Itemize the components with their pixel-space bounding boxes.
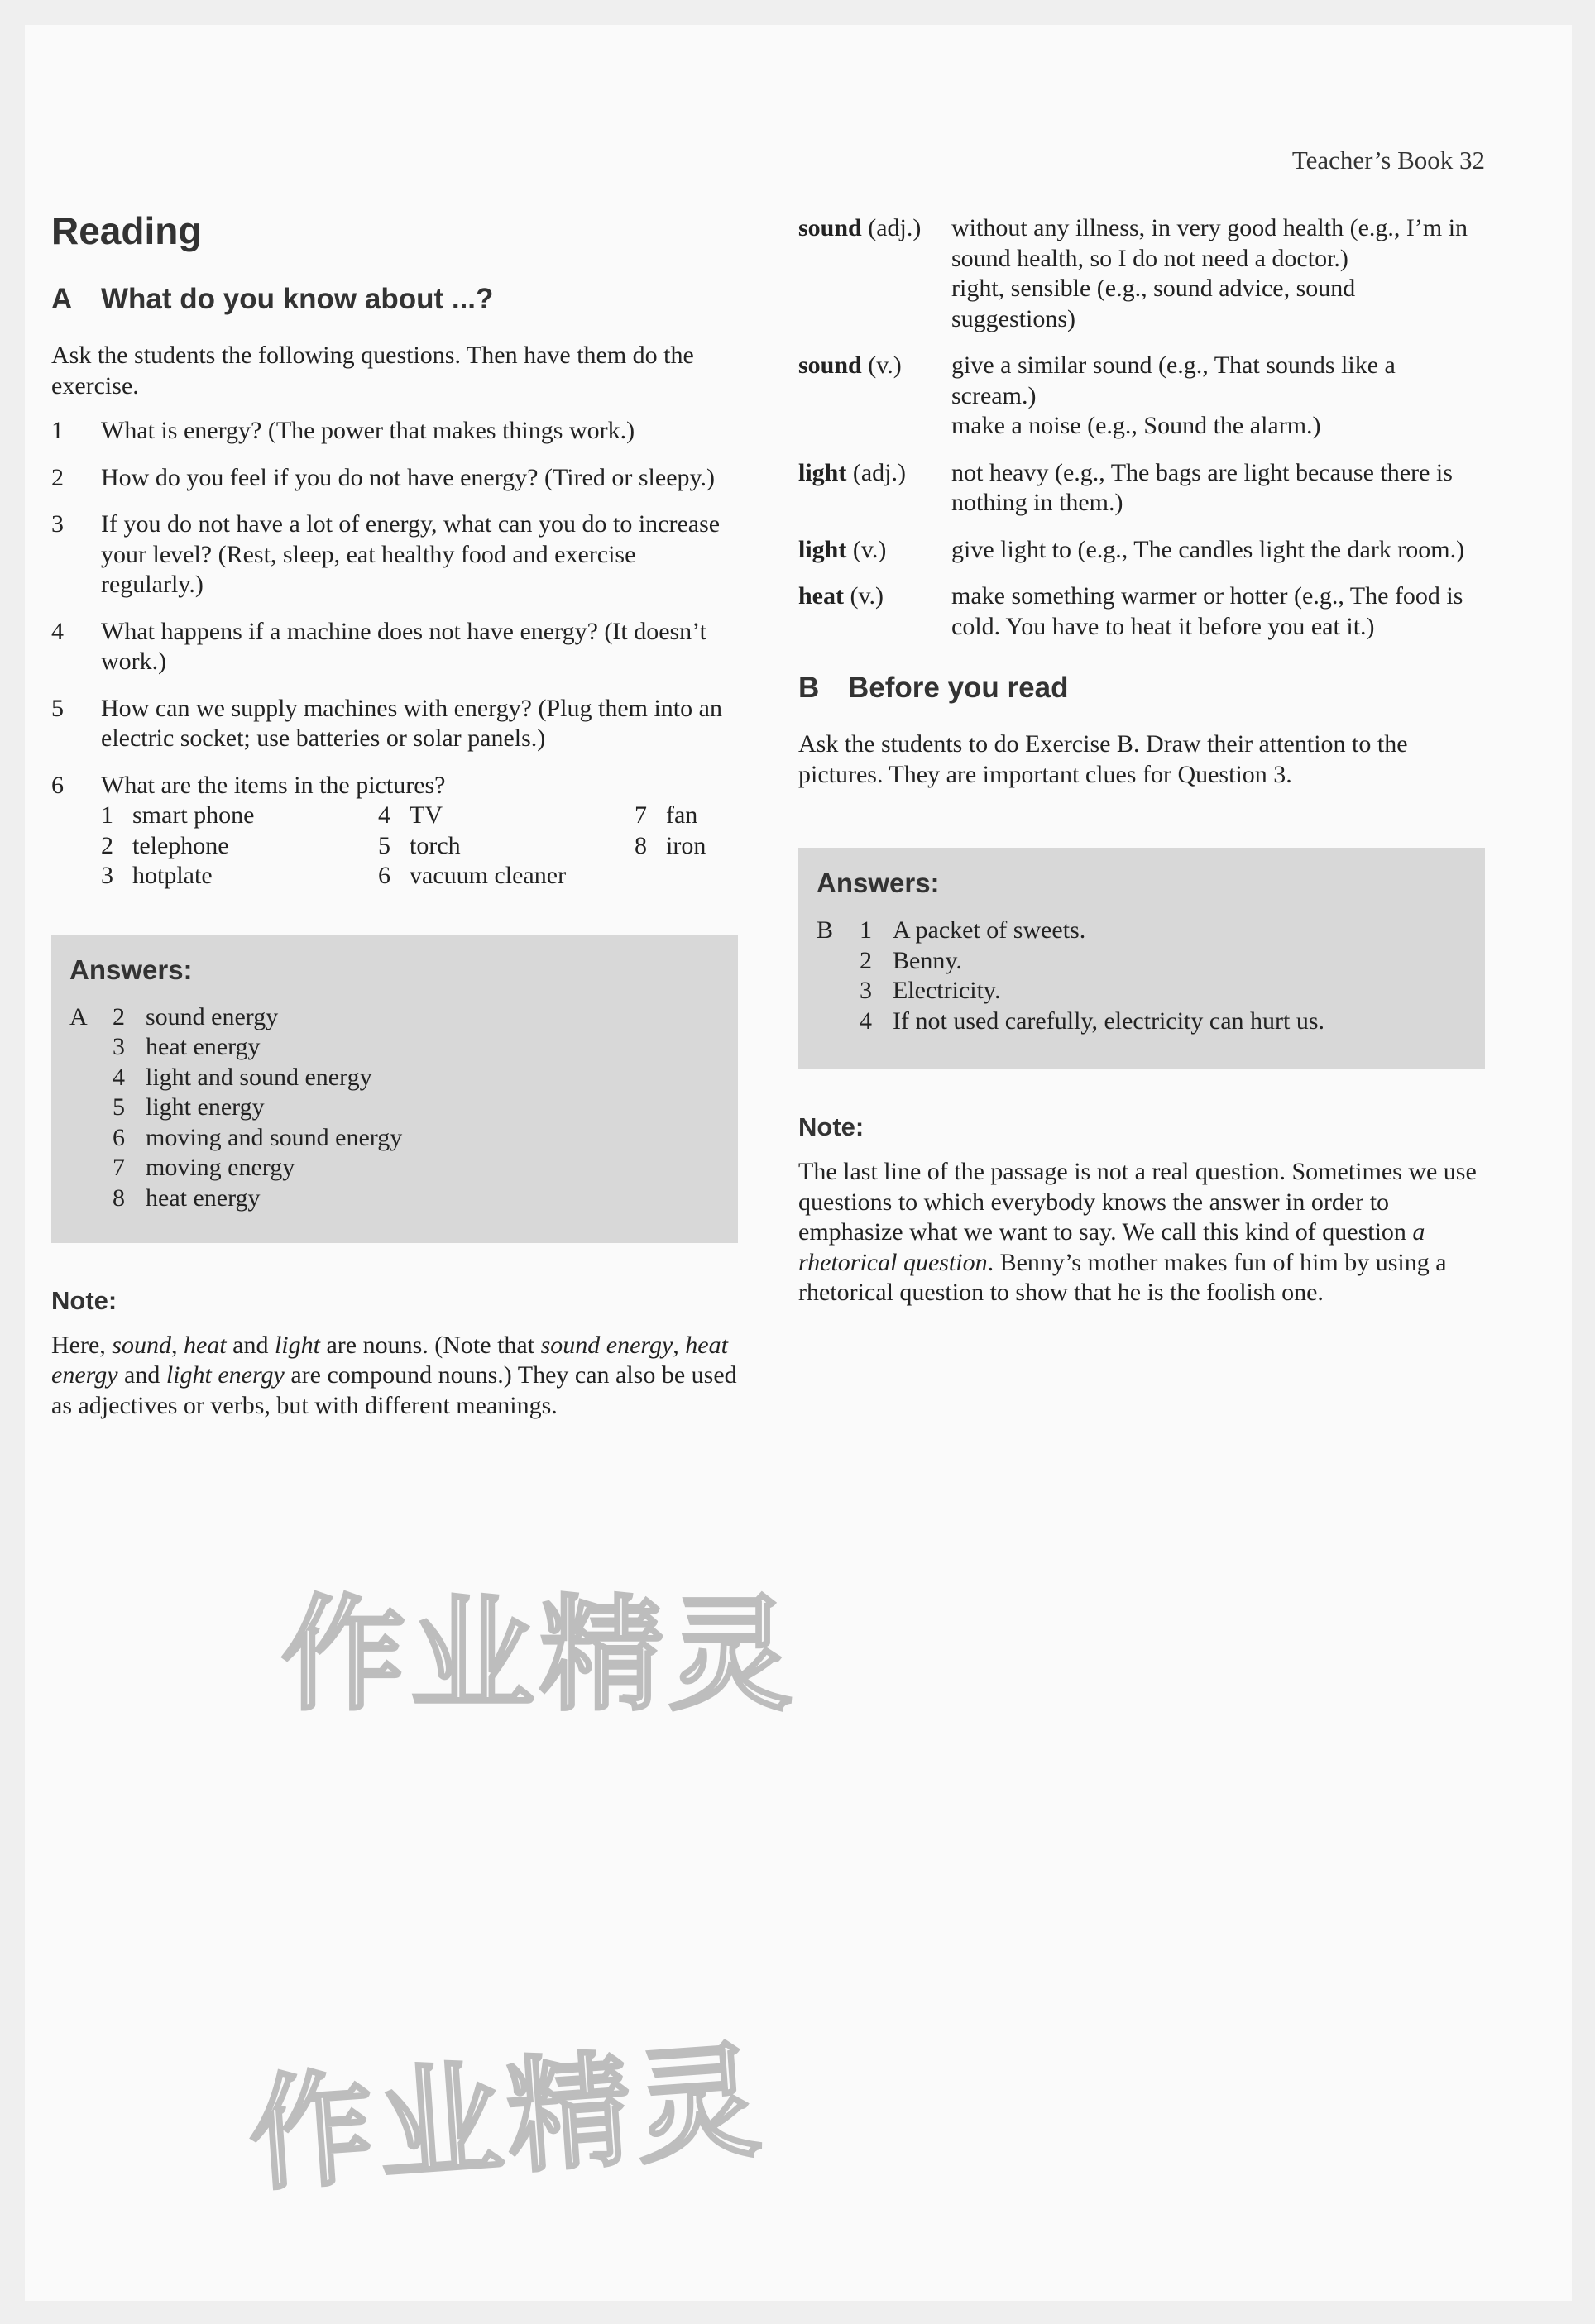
section-a-intro: Ask the students the following questions. Then have them do the exercise. bbox=[51, 342, 694, 399]
answers-title: Answers: bbox=[817, 868, 940, 898]
vocab-entry bbox=[798, 351, 1485, 442]
question-text: What are the items in the pictures? bbox=[101, 771, 446, 799]
vocab-entry bbox=[798, 458, 1485, 519]
vocab-term: light (adj.) bbox=[798, 458, 906, 486]
question-number: 1 bbox=[51, 417, 64, 444]
answer-row: 3 Electricity. bbox=[860, 977, 1001, 1004]
answer-row: 2 Benny. bbox=[860, 946, 962, 974]
answers-box-a bbox=[51, 935, 738, 1243]
question-item bbox=[51, 416, 738, 447]
vocab-definition: make something warmer or hotter (e.g., The food is cold. You have to heat it before you eat it.) bbox=[951, 582, 1463, 640]
answer-section: A bbox=[69, 1002, 88, 1030]
note-title: Note: bbox=[51, 1285, 117, 1315]
picture-item: 5 torch bbox=[378, 831, 461, 859]
question-list bbox=[51, 416, 738, 801]
question-item bbox=[51, 509, 738, 600]
watermark: 作业精灵 bbox=[281, 1584, 798, 1728]
answer-row: 3 heat energy bbox=[113, 1033, 261, 1060]
note-text: Here, sound, heat and light are nouns. (Note that sound energy, heat energy and light energy are compound nouns.) They can also be used as adjectives or verbs, but with different meanings. bbox=[51, 1331, 737, 1419]
vocab-entry bbox=[798, 213, 1485, 334]
vocab-definition: without any illness, in very good health (e.g., I’m in sound health, so I do not need a doctor.) right, sensible (e.g., sound advice, sound suggestions) bbox=[951, 214, 1468, 332]
picture-item: 2 telephone bbox=[101, 831, 229, 859]
vocab-definition: give a similar sound (e.g., That sounds like a scream.) make a noise (e.g., Sound the alarm.) bbox=[951, 351, 1396, 439]
answers-box-b bbox=[798, 848, 1485, 1069]
note-right bbox=[798, 1112, 1485, 1308]
question-item bbox=[51, 694, 738, 754]
picture-item: 3 hotplate bbox=[101, 862, 213, 889]
picture-item: 6 vacuum cleaner bbox=[378, 862, 567, 889]
section-title: Before you read bbox=[848, 672, 1069, 704]
answer-row: 5 light energy bbox=[113, 1093, 265, 1121]
note-title: Note: bbox=[798, 1112, 865, 1141]
picture-items-grid bbox=[101, 801, 738, 892]
vocab-term: heat (v.) bbox=[798, 582, 884, 610]
answer-row: 8 heat energy bbox=[113, 1184, 261, 1212]
vocab-definition: give light to (e.g., The candles light the dark room.) bbox=[951, 535, 1465, 563]
picture-item: 4 TV bbox=[378, 801, 443, 829]
note-left bbox=[51, 1286, 738, 1422]
page-header: Teacher’s Book 32 bbox=[1291, 146, 1485, 175]
question-number: 6 bbox=[51, 771, 64, 799]
answer-row: 4 light and sound energy bbox=[113, 1063, 372, 1091]
answer-row: B 1 A packet of sweets. bbox=[817, 916, 1467, 946]
vocab-entry bbox=[798, 581, 1485, 642]
picture-item bbox=[635, 861, 734, 892]
vocab-term: sound (v.) bbox=[798, 351, 902, 379]
picture-item: 7 fan bbox=[635, 801, 698, 829]
left-column bbox=[51, 208, 738, 1421]
section-letter: B bbox=[798, 672, 820, 704]
question-text: What is energy? (The power that makes things work.) bbox=[101, 417, 635, 444]
question-text: How can we supply machines with energy? (Plug them into an electric socket; use batteries or solar panels.) bbox=[101, 694, 722, 752]
question-item bbox=[51, 771, 738, 801]
question-number: 3 bbox=[51, 510, 64, 538]
question-text: How do you feel if you do not have energy? (Tired or sleepy.) bbox=[101, 463, 716, 491]
section-title: What do you know about ...? bbox=[101, 283, 494, 315]
answer-row: 4 If not used carefully, electricity can hurt us. bbox=[860, 1007, 1325, 1035]
question-number: 4 bbox=[51, 617, 64, 645]
watermark: 作业精灵 bbox=[244, 2029, 770, 2209]
vocab-list bbox=[798, 213, 1485, 642]
question-text: If you do not have a lot of energy, what can you do to increase your level? (Rest, sleep, eat healthy food and exercise regularly.) bbox=[101, 510, 721, 598]
section-b-intro: Ask the students to do Exercise B. Draw their attention to the pictures. They are important clues for Question 3. bbox=[798, 730, 1408, 788]
question-item bbox=[51, 463, 738, 494]
vocab-entry bbox=[798, 535, 1485, 566]
vocab-definition: not heavy (e.g., The bags are light because there is nothing in them.) bbox=[951, 458, 1453, 516]
section-b-heading bbox=[798, 672, 1485, 705]
picture-item: 1 smart phone bbox=[101, 801, 255, 829]
question-number: 2 bbox=[51, 463, 64, 491]
question-item bbox=[51, 617, 738, 677]
answer-row: 7 moving energy bbox=[113, 1154, 295, 1181]
question-text: What happens if a machine does not have energy? (It doesn’t work.) bbox=[101, 617, 706, 675]
answer-row: A 2 sound energy bbox=[69, 1002, 720, 1033]
vocab-term: light (v.) bbox=[798, 535, 887, 563]
answer-row: 6 moving and sound energy bbox=[113, 1123, 403, 1151]
section-a-heading bbox=[51, 283, 738, 316]
page-title: Reading bbox=[51, 209, 202, 252]
answer-section: B bbox=[817, 916, 834, 944]
question-number: 5 bbox=[51, 694, 64, 722]
right-column bbox=[798, 213, 1485, 1308]
note-text: The last line of the passage is not a real question. Sometimes we use questions to which everybody knows the answer in order to emphasize what we want to say. We call this kind of question a rhetorical question. Benny’s mother makes fun of him by using a rhetorical question to show that he is the foolish one. bbox=[798, 1158, 1477, 1306]
section-letter: A bbox=[51, 283, 73, 315]
picture-item: 8 iron bbox=[635, 831, 706, 859]
vocab-term: sound (adj.) bbox=[798, 214, 922, 241]
answers-title: Answers: bbox=[69, 954, 193, 985]
